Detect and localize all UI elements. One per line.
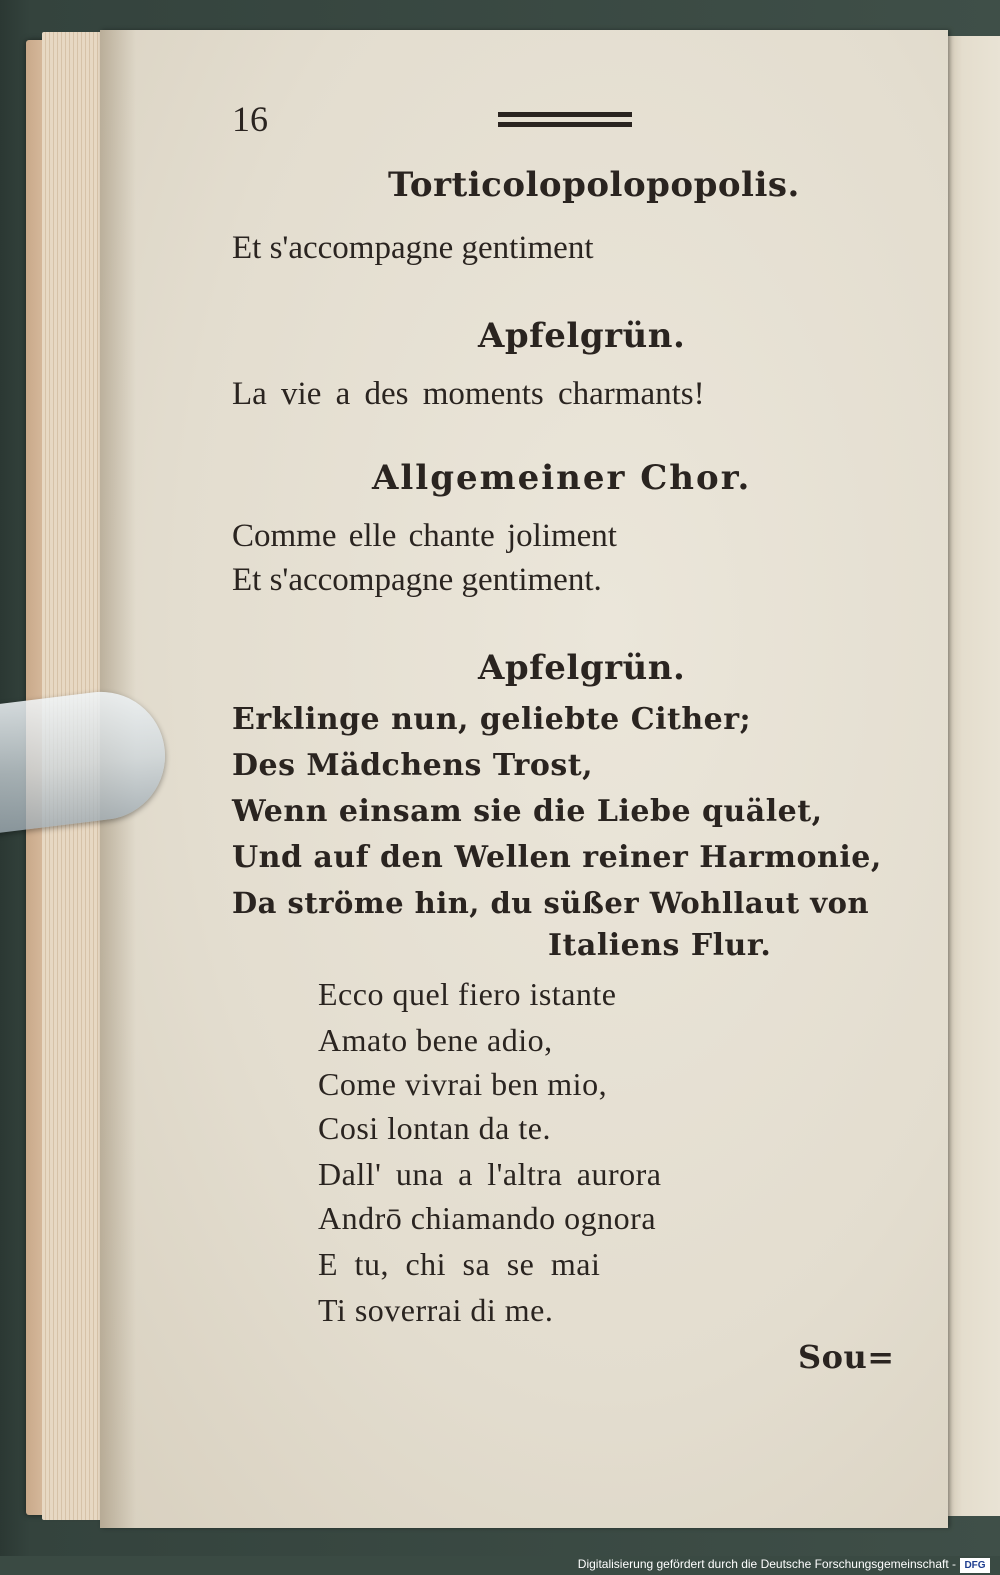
italian-verse-line: E tu, chi sa se mai	[318, 1246, 601, 1282]
verse-line: Wenn einsam sie die Liebe quälet,	[232, 794, 823, 829]
italian-verse-line: Andrō chiamando ognora	[318, 1200, 657, 1236]
speaker-heading: Apfelgrün.	[478, 648, 686, 688]
verse-line: Und auf den Wellen reiner Harmonie,	[232, 840, 882, 875]
verse-line: Et s'accompagne gentiment.	[232, 562, 602, 598]
speaker-heading: Apfelgrün.	[478, 316, 686, 356]
facing-page-edge	[946, 36, 1000, 1516]
speaker-heading: Allgemeiner Chor.	[372, 458, 752, 498]
italian-verse-line: Cosi lontan da te.	[318, 1110, 551, 1146]
italian-verse-line: Ti soverrai di me.	[318, 1292, 554, 1328]
dfg-logo: DFG	[960, 1558, 990, 1573]
italian-verse-line: Dall' una a l'altra aurora	[318, 1156, 662, 1192]
verse-line: Et s'accompagne gentiment	[232, 230, 594, 266]
header-rule-bottom	[498, 122, 632, 127]
speaker-heading: Torticolopolopopolis.	[388, 165, 800, 205]
catchword: Sou=	[798, 1338, 895, 1376]
verse-line: Erklinge nun, geliebte Cither;	[232, 702, 752, 737]
funding-notice: Digitalisierung gefördert durch die Deutsche Forschungsgemeinschaft -	[577, 1557, 956, 1571]
verse-line: Des Mädchens Trost,	[232, 748, 594, 783]
italian-verse-line: Amato bene adio,	[318, 1022, 553, 1058]
header-rule-top	[498, 112, 632, 117]
verse-line: Comme elle chante joliment	[232, 518, 617, 554]
verse-line: La vie a des moments charmants!	[232, 376, 705, 412]
page-number: 16	[232, 99, 268, 139]
italian-verse-line: Ecco quel fiero istante	[318, 976, 617, 1012]
italian-verse-line: Come vivrai ben mio,	[318, 1066, 608, 1102]
verse-line: Da ströme hin, du süßer Wohllaut von	[232, 886, 870, 920]
verse-line: Italiens Flur.	[548, 928, 772, 963]
